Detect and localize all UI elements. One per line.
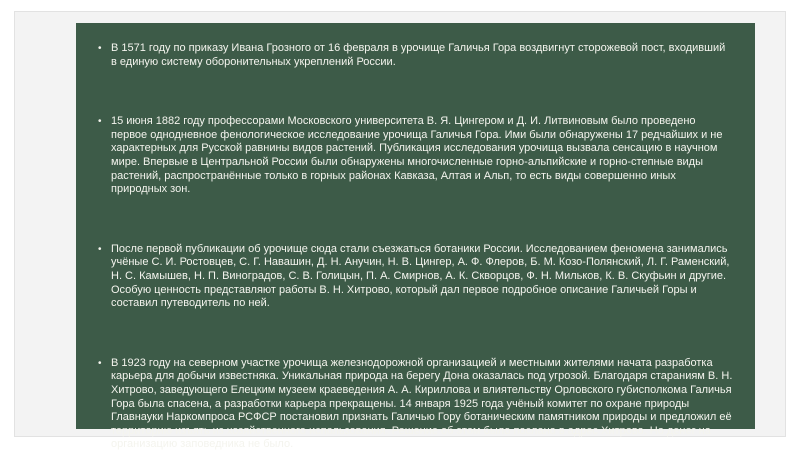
bullet-list	[98, 42, 733, 452]
slide	[76, 23, 755, 451]
slide-frame	[14, 11, 786, 451]
bullet-item-1923	[98, 357, 733, 452]
bullet-icon: •	[98, 243, 102, 255]
bullet-icon: •	[98, 116, 102, 128]
paragraph-text: 15 июня 1882 году профессорами Московского университета В. Я. Цингером и Д. И. Литвиновым было проведено первое однодневное фенологическое исследование урочища Галичья Гора. Ими были обнаружены 17 редчайших и не характерных для Русской равнины видов растений. Публикация исследования урочища вызвала сенсацию в научном мире. Впервые в Центральной России были обнаружены многочисленные горно-альпийские и горно-степные виды растений, распространённые только в горных районах Кавказа, Алтая и Альп, то есть виды совершенно иных природных зон.	[111, 115, 723, 196]
paragraph-text: В 1923 году на северном участке урочища железнодорожной организацией и местными жителями начата разработка карьера для добычи известняка. Уникальная природа на берегу Дона оказалась под угрозой. Благодаря стараниям В. Н. Хитрово, заведующего Елецким музеем краеведения А. А. Кириллова и влиятельству Орловского губисполкома Галичья Гора была спасена, а разработки карьера прекращены. 14 января 1925 года учёный комитет по охране природы Главнауки Наркомпроса РСФСР постановил признать Галичью Гору ботаническим памятником природы и предложил её территорию изъять из хозяйственного использования. Решение об этом было послано в адрес Хитрово. Но денег на организацию заповедника не было.	[111, 356, 733, 451]
bullet-item-1882	[98, 115, 733, 197]
bullet-item-botanists	[98, 243, 733, 311]
bullet-item-1571	[98, 42, 733, 69]
bullet-icon: •	[98, 357, 102, 369]
paragraph-text: После первой публикации об урочище сюда стали съезжаться ботаники России. Исследованием феномена занимались учёные С. И. Ростовцев, С. Г. Навашин, Д. Н. Анучин, Н. В. Цингер, А. Ф. Флеров, Б. М. Козо-Полянский, Л. Г. Раменский, Н. С. Камышев, Н. П. Виноградов, С. В. Голицын, П. А. Смирнов, А. К. Скворцов, Ф. Н. Мильков, К. В. Скуфьин и другие. Особую ценность представляют работы В. Н. Хитрово, который дал первое подробное описание Галичьей Горы и составил путеводитель по ней.	[111, 242, 730, 310]
bullet-icon: •	[98, 43, 102, 54]
paragraph-text: В 1571 году по приказу Ивана Грозного от 16 февраля в урочище Галичья Гора воздвигнут сторожевой пост, входивший в единую систему оборонительных укреплений России.	[111, 42, 726, 68]
